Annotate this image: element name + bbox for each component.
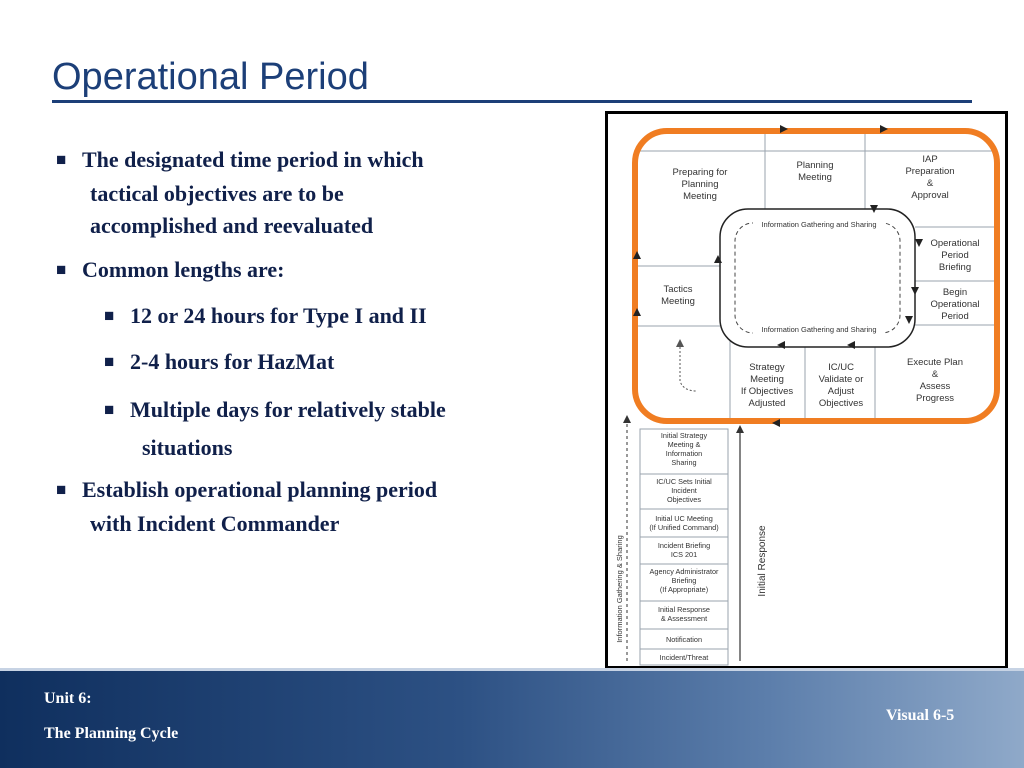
bullet-text: Common lengths are: bbox=[82, 257, 285, 282]
footer-visual-number: Visual 6-5 bbox=[886, 707, 955, 724]
box-begin-op-line: Period bbox=[941, 311, 969, 322]
stack-item-line: Initial Strategy bbox=[660, 431, 708, 440]
box-strategy-line: Strategy bbox=[749, 362, 785, 373]
box-strategy-line: Meeting bbox=[750, 374, 784, 385]
box-op-briefing-line: Briefing bbox=[938, 262, 972, 273]
bullet-item bbox=[56, 254, 546, 288]
sub-bullet-item bbox=[104, 298, 544, 336]
bullet-text: accomplished and reevaluated bbox=[90, 213, 374, 238]
box-execute-line: & bbox=[931, 369, 939, 380]
stack-item-line: Initial Response bbox=[658, 605, 710, 614]
box-preparing-line: Planning bbox=[681, 179, 719, 190]
planning-cycle-diagram bbox=[605, 111, 1008, 669]
bullet-text: with Incident Commander bbox=[90, 511, 340, 536]
box-iap-line: Approval bbox=[911, 190, 949, 201]
box-preparing-line: Preparing for bbox=[672, 167, 728, 178]
bullet-text: Establish operational planning period bbox=[82, 477, 438, 502]
footer-divider bbox=[0, 668, 1024, 671]
stack-item-line: Notification bbox=[665, 635, 703, 644]
box-icuc-line: Validate or bbox=[818, 374, 864, 385]
footer-module-name: The Planning Cycle bbox=[44, 725, 179, 742]
bullet-text: 12 or 24 hours for Type I and II bbox=[130, 303, 427, 328]
box-icuc-line: Adjust bbox=[827, 386, 855, 397]
bullet-square-icon: ■ bbox=[104, 306, 115, 325]
bullet-square-icon: ■ bbox=[56, 150, 67, 169]
box-icuc-line: Objectives bbox=[818, 398, 864, 409]
stack-item-line: Incident/Threat bbox=[659, 653, 709, 662]
stack-item-line: Incident Briefing bbox=[657, 541, 711, 550]
sub-bullet-item bbox=[104, 344, 544, 382]
stack-item-line: (If Unified Command) bbox=[649, 523, 719, 532]
info-gathering-bottom-label: Information Gathering and Sharing bbox=[761, 325, 877, 334]
info-gathering-top-label: Information Gathering and Sharing bbox=[761, 220, 877, 229]
box-begin-op-line: Begin bbox=[942, 287, 968, 298]
box-planning-meeting-line: Meeting bbox=[798, 172, 832, 183]
bullet-text: The designated time period in which bbox=[82, 147, 424, 172]
stack-item-line: & Assessment bbox=[660, 614, 708, 623]
stack-item-line: Sharing bbox=[671, 458, 697, 467]
footer-unit: Unit 6: bbox=[44, 690, 92, 707]
box-planning-meeting-line: Planning bbox=[796, 160, 834, 171]
box-execute-line: Progress bbox=[915, 393, 955, 404]
stack-item-line: Initial UC Meeting bbox=[655, 514, 713, 523]
bullet-item bbox=[56, 474, 546, 540]
bullet-square-icon: ■ bbox=[104, 400, 115, 419]
box-iap-line: Preparation bbox=[905, 166, 955, 177]
box-op-briefing-line: Operational bbox=[930, 238, 980, 249]
stack-item-line: (If Appropriate) bbox=[659, 585, 709, 594]
slide-title: Operational Period bbox=[52, 56, 369, 98]
initial-response-label: Initial Response bbox=[757, 525, 768, 597]
box-strategy-line: Adjusted bbox=[748, 398, 786, 409]
planning-p-diagram bbox=[605, 111, 1008, 669]
stack-item-line: Information bbox=[665, 449, 703, 458]
bullet-square-icon: ■ bbox=[56, 260, 67, 279]
bullet-text: situations bbox=[142, 435, 233, 460]
bullet-item bbox=[56, 144, 546, 242]
box-tactics-line: Meeting bbox=[661, 296, 695, 307]
footer-bar bbox=[0, 668, 1024, 768]
title-underline bbox=[52, 100, 972, 103]
stack-item-line: IC/UC Sets Initial bbox=[656, 477, 712, 486]
bullet-text: tactical objectives are to be bbox=[90, 181, 344, 206]
box-op-briefing-line: Period bbox=[941, 250, 969, 261]
box-execute-line: Assess bbox=[919, 381, 951, 392]
stack-item-line: Incident bbox=[671, 486, 697, 495]
box-iap-line: & bbox=[926, 178, 934, 189]
bullet-text: 2-4 hours for HazMat bbox=[130, 349, 335, 374]
stack-item-line: Objectives bbox=[666, 495, 702, 504]
bullet-text: Multiple days for relatively stable bbox=[130, 397, 446, 422]
box-strategy-line: If Objectives bbox=[740, 386, 794, 397]
stack-item-line: Briefing bbox=[671, 576, 697, 585]
stack-item-line: Meeting & bbox=[667, 440, 701, 449]
box-icuc-line: IC/UC bbox=[828, 362, 854, 373]
stack-item-line: Agency Administrator bbox=[649, 567, 719, 576]
box-tactics-line: Tactics bbox=[663, 284, 693, 295]
box-iap-line: IAP bbox=[922, 154, 938, 165]
stack-item-line: ICS 201 bbox=[670, 550, 698, 559]
bullet-square-icon: ■ bbox=[56, 480, 67, 499]
bullet-square-icon: ■ bbox=[104, 352, 115, 371]
box-execute-line: Execute Plan bbox=[907, 357, 963, 368]
info-gathering-side-label: Information Gathering & Sharing bbox=[615, 535, 624, 643]
box-preparing-line: Meeting bbox=[683, 191, 717, 202]
box-begin-op-line: Operational bbox=[930, 299, 980, 310]
sub-bullet-item bbox=[104, 392, 544, 466]
